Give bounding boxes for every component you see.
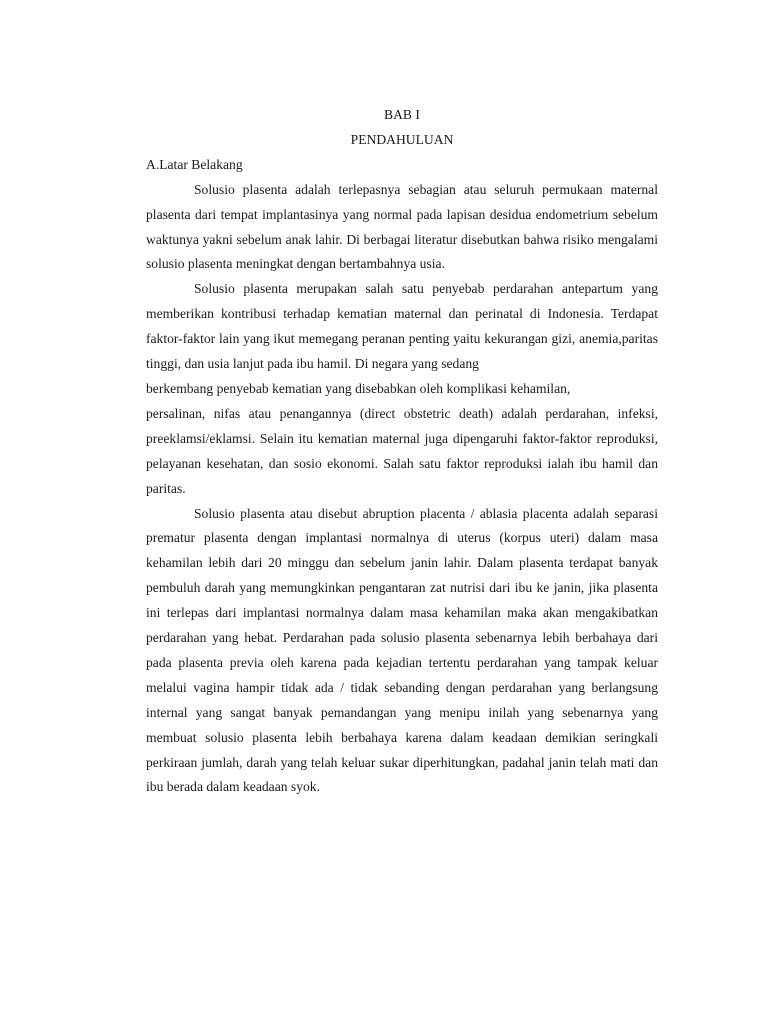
- chapter-title: PENDAHULUAN: [350, 131, 454, 147]
- section-heading: A.Latar Belakang: [146, 156, 243, 172]
- document-body: [146, 103, 658, 800]
- paragraph-2-continued: persalinan, nifas atau penangannya (direct obstetric death) adalah perdarahan, infeksi, preeklamsi/eklamsi. Selain itu kematian maternal juga dipengaruhi faktor-faktor reproduksi, pelayanan kesehatan, dan sosio ekonomi. Salah satu faktor reproduksi ialah ibu hamil dan paritas.: [146, 405, 658, 496]
- paragraph-2-continued-line: berkembang penyebab kematian yang disebabkan oleh komplikasi kehamilan,: [146, 380, 571, 396]
- paragraph-2: Solusio plasenta merupakan salah satu penyebab perdarahan antepartum yang memberikan kontribusi terhadap kematian maternal dan perinatal di Indonesia. Terdapat faktor-faktor lain yang ikut memegang peranan penting yaitu kekurangan gizi, anemia,paritas tinggi, dan usia lanjut pada ibu hamil. Di negara yang sedang: [146, 281, 658, 372]
- chapter-number: BAB I: [384, 107, 420, 122]
- paragraph-3: Solusio plasenta atau disebut abruption placenta / ablasia placenta adalah separasi prematur plasenta dengan implantasi normalnya di uterus (korpus uteri) dalam masa kehamilan lebih dari 20 minggu dan sebelum janin lahir. Dalam plasenta terdapat banyak pembuluh darah yang memungkinkan pengantaran zat nutrisi dari ibu ke janin, jika plasenta ini terlepas dari implantasi normalnya dalam masa kehamilan maka akan mengakibatkan perdarahan yang hebat. Perdarahan pada solusio plasenta sebenarnya lebih berbahaya dari pada plasenta previa oleh karena pada kejadian tertentu perdarahan yang tampak keluar melalui vagina hampir tidak ada / tidak sebanding dengan perdarahan yang berlangsung internal yang sangat banyak pemandangan yang menipu inilah yang sebenarnya yang membuat solusio plasenta lebih berbahaya karena dalam keadaan demikian seringkali perkiraan jumlah, darah yang telah keluar sukar diperhitungkan, padahal janin telah mati dan ibu berada dalam keadaan syok.: [146, 505, 658, 795]
- paragraph-1: Solusio plasenta adalah terlepasnya sebagian atau seluruh permukaan maternal plasenta dari tempat implantasinya yang normal pada lapisan desidua endometrium sebelum waktunya yakni sebelum anak lahir. Di berbagai literatur disebutkan bahwa risiko mengalami solusio plasenta meningkat dengan bertambahnya usia.: [146, 181, 658, 272]
